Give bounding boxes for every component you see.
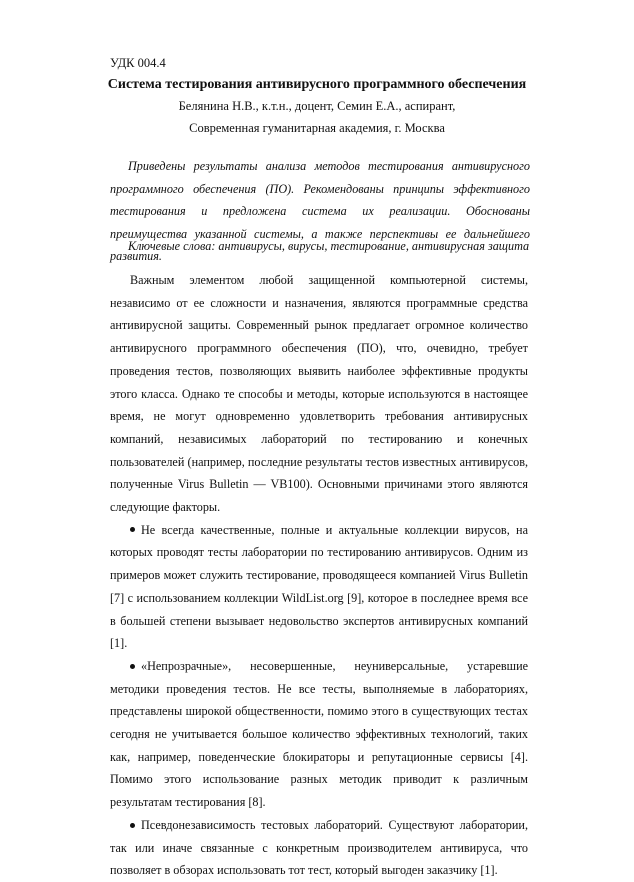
bullet-text: «Непрозрачные», несовершенные, неуниверсальные, устаревшие методики проведения тестов. Не все тесты, выполняемые в лабораториях, представлены широкой общественности, помимо этого в существующих тестах сегодня не учитывается большое количество эффективных технологий, таких как, например, поведенческие блокираторы и репутационные сервисы [4]. Помимо этого использование разных методик приводит к различным результатам тестирования [8].	[110, 658, 528, 810]
body-text	[110, 269, 528, 882]
authors-line: Белянина Н.В., к.т.н., доцент, Семин Е.А., аспирант,	[178, 99, 456, 113]
bullet-item-3	[110, 814, 528, 882]
bullet-text: Не всегда качественные, полные и актуальные коллекции вирусов, на которых проводят тесты лаборатории по тестированию антивирусов. Одним из примеров может служить тестирование, проводящееся компанией Virus Bulletin [7] с использованием коллекции WildList.org [9], которое в последнее время все в большей степени вызывает недовольство экспертов антивирусных компаний [1].	[110, 522, 528, 651]
bullet-icon	[130, 527, 135, 532]
bullet-icon	[130, 664, 135, 669]
udk-code: УДК 004.4	[110, 56, 166, 70]
keywords-line: Ключевые слова: антивирусы, вирусы, тестирование, антивирусная защита	[128, 239, 530, 253]
bullet-item-2	[110, 655, 528, 814]
affiliation-line: Современная гуманитарная академия, г. Москва	[189, 121, 445, 135]
intro-paragraph: Важным элементом любой защищенной компьютерной системы, независимо от ее сложности и назначения, являются программные средства антивирусной защиты. Современный рынок предлагает огромное количество антивирусного программного обеспечения (ПО), что, очевидно, требует проведения тестов, позволяющих выявить наиболее эффективные продукты этого класса. Однако те способы и методы, которые используются в настоящее время, не могут одновременно удовлетворить требования антивирусных компаний, независимых лабораторий по тестированию и конечных пользователей (например, последние результаты тестов известных антивирусов, полученные Virus Bulletin — VB100). Основными причинами этого являются следующие факторы.	[110, 273, 528, 515]
paper-title: Система тестирования антивирусного программного обеспечения	[107, 77, 527, 92]
bullet-icon	[130, 823, 135, 828]
bullet-item-1	[110, 519, 528, 655]
abstract-text: Приведены результаты анализа методов тестирования антивирусного программного обеспечения (ПО). Рекомендованы принципы эффективного тестирования и предложена система их реализации. Обоснованы преимущества указанной системы, а также перспективы ее дальнейшего развития.	[110, 159, 530, 263]
bullet-text: Псевдонезависимость тестовых лабораторий. Существуют лаборатории, так или иначе связанные с конкретным производителем антивируса, что позволяет в обзорах использовать тот тест, который выгоден заказчику [1].	[110, 817, 528, 878]
